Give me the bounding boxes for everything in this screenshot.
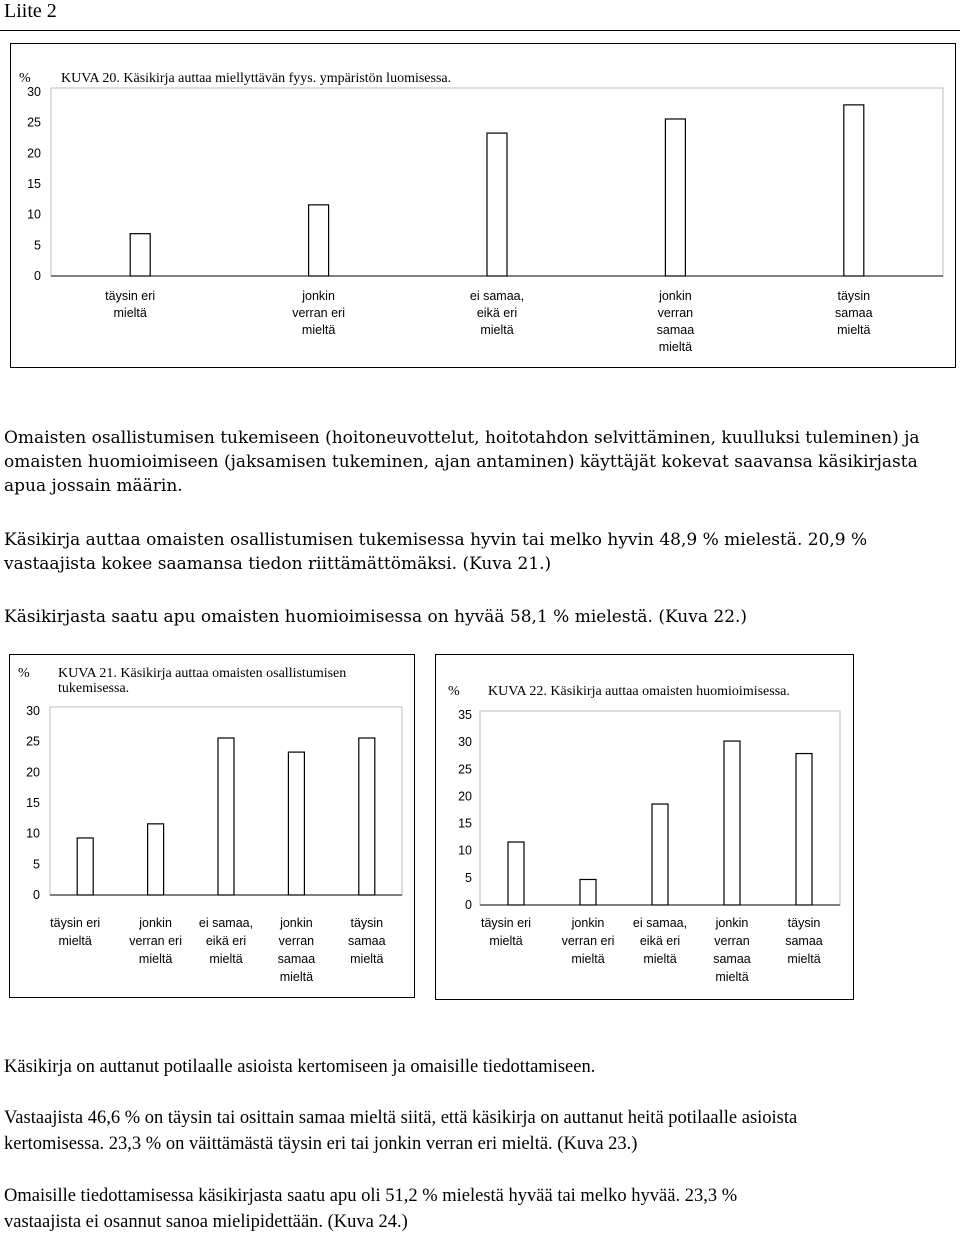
x-tick-label: mieltä <box>489 934 523 948</box>
y-tick-label: 5 <box>465 870 472 885</box>
chart-kuva-20-svg <box>11 44 955 367</box>
bar <box>724 741 740 905</box>
y-tick-label: 5 <box>34 238 41 253</box>
x-tick-label: mieltä <box>350 952 384 966</box>
chart-kuva-21-svg <box>10 655 414 997</box>
page-header: Liite 2 <box>4 0 57 22</box>
y-tick-label: 0 <box>34 269 41 283</box>
y-tick-label: 15 <box>26 796 40 810</box>
x-tick-label: täysin <box>350 916 384 930</box>
x-tick-label: mieltä <box>658 340 693 354</box>
x-tick-label: jonkin <box>139 916 172 930</box>
x-tick-label: verran <box>714 934 750 948</box>
y-tick-label: 30 <box>458 735 472 750</box>
y-tick-label: 20 <box>26 765 40 780</box>
bar <box>652 804 668 905</box>
y-tick-label: 15 <box>27 177 41 191</box>
x-tick-label: samaa <box>348 934 386 948</box>
paragraph-kuva-21 <box>4 528 867 576</box>
y-tick-label: 10 <box>27 207 41 222</box>
text-line: vastaajista ei osannut sanoa mielipidettään. (Kuva 24.) <box>4 1212 408 1232</box>
y-tick-label: 35 <box>458 708 472 722</box>
y-tick-label: 5 <box>33 857 40 872</box>
bar <box>508 842 524 905</box>
y-unit-label: % <box>18 666 30 681</box>
chart-kuva-21 <box>9 654 415 998</box>
paragraph-omaisten-tukeminen <box>4 426 920 498</box>
bar <box>130 234 150 276</box>
paragraph-kuva-23 <box>4 1105 797 1157</box>
x-tick-label: ei samaa, <box>198 916 254 930</box>
text-line: Käsikirja on auttanut potilaalle asioista kertomiseen ja omaisille tiedottamiseen. <box>4 1057 596 1077</box>
x-tick-label: samaa <box>835 306 873 320</box>
bar <box>148 824 164 895</box>
x-tick-label: mieltä <box>787 952 821 966</box>
x-tick-label: täysin <box>837 289 871 303</box>
x-tick-label: mieltä <box>58 934 92 948</box>
x-tick-label: jonkin <box>659 289 692 303</box>
x-tick-label: mieltä <box>571 952 605 966</box>
x-tick-label: samaa <box>277 952 316 966</box>
header-rule <box>0 30 960 31</box>
bar <box>359 738 375 895</box>
y-tick-label: 20 <box>27 146 41 161</box>
x-tick-label: verran eri <box>561 934 615 948</box>
bar <box>487 133 507 276</box>
y-tick-label: 10 <box>26 826 40 841</box>
x-tick-label: täysin <box>787 916 821 930</box>
x-tick-label: jonkin <box>715 916 749 930</box>
x-tick-label: verran <box>278 934 315 948</box>
bar <box>844 105 864 276</box>
y-tick-label: 0 <box>465 898 472 912</box>
x-tick-label: mieltä <box>138 952 173 966</box>
bar <box>796 754 812 905</box>
x-tick-label: täysin eri <box>105 289 156 303</box>
x-tick-label: täysin eri <box>50 916 101 930</box>
x-tick-label: mieltä <box>837 323 871 337</box>
paragraph-kuva-22 <box>4 605 747 629</box>
y-tick-label: 20 <box>458 789 472 804</box>
x-tick-label: jonkin <box>280 916 313 930</box>
x-tick-label: verran <box>657 306 694 320</box>
y-unit-label: % <box>448 684 460 699</box>
x-tick-label: verran eri <box>292 306 345 320</box>
x-tick-label: jonkin <box>302 289 335 303</box>
y-tick-label: 25 <box>27 115 41 130</box>
chart-title: KUVA 21. Käsikirja auttaa omaisten osallistumisen <box>58 666 347 681</box>
text-line: Käsikirjasta saatu apu omaisten huomioimisessa on hyvää 58,1 % mielestä. (Kuva 22.) <box>4 607 748 627</box>
y-tick-label: 15 <box>458 816 472 831</box>
x-tick-label: samaa <box>713 952 751 966</box>
chart-kuva-22 <box>435 654 854 1000</box>
y-unit-label: % <box>19 71 31 86</box>
bar <box>580 879 596 905</box>
bar <box>288 752 304 895</box>
x-tick-label: mieltä <box>279 970 314 984</box>
chart-title: KUVA 22. Käsikirja auttaa omaisten huomioimisessa. <box>488 684 790 699</box>
bar <box>77 838 93 895</box>
chart-title: KUVA 20. Käsikirja auttaa miellyttävän fyys. ympäristön luomisessa. <box>61 71 452 86</box>
x-tick-label: eikä eri <box>205 934 247 948</box>
paragraph-kuva-24 <box>4 1183 737 1235</box>
y-tick-label: 25 <box>458 762 472 777</box>
y-tick-label: 25 <box>26 734 40 749</box>
chart-title: tukemisessa. <box>58 681 130 696</box>
x-tick-label: täysin eri <box>480 916 532 930</box>
x-tick-label: mieltä <box>113 306 147 320</box>
text-line: vastaajista kokee saamansa tiedon riittämättömäksi. (Kuva 21.) <box>4 554 552 574</box>
text-line: Vastaajista 46,6 % on täysin tai osittain samaa mieltä siitä, että käsikirja on auttanut heitä potilaalle asioista <box>4 1108 798 1128</box>
x-tick-label: ei samaa, <box>632 916 688 930</box>
chart-kuva-20 <box>10 43 956 368</box>
bar <box>218 738 234 895</box>
x-tick-label: ei samaa, <box>469 289 525 303</box>
bar <box>665 119 685 276</box>
x-tick-label: eikä eri <box>639 934 681 948</box>
y-tick-label: 30 <box>26 704 40 718</box>
y-tick-label: 0 <box>33 888 40 902</box>
x-tick-label: eikä eri <box>476 306 518 320</box>
y-tick-label: 10 <box>458 843 472 858</box>
text-line: Omaisten osallistumisen tukemiseen (hoitoneuvottelut, hoitotahdon selvittäminen, kuulluksi tuleminen) ja <box>4 428 920 448</box>
x-tick-label: jonkin <box>571 916 605 930</box>
text-line: kertomisessa. 23,3 % on väittämästä täysin eri tai jonkin verran eri mieltä. (Kuva 23.) <box>4 1134 638 1154</box>
text-line: apua jossain määrin. <box>4 476 183 496</box>
x-tick-label: samaa <box>656 323 695 337</box>
x-tick-label: mieltä <box>643 952 677 966</box>
text-line: Omaisille tiedottamisessa käsikirjasta saatu apu oli 51,2 % mielestä hyvää tai melko hyvää. 23,3 % <box>4 1186 738 1206</box>
x-tick-label: mieltä <box>715 970 749 984</box>
x-tick-label: samaa <box>785 934 823 948</box>
text-line: Käsikirja auttaa omaisten osallistumisen tukemisessa hyvin tai melko hyvin 48,9 % mielestä. 20,9 % <box>4 530 868 550</box>
x-tick-label: mieltä <box>209 952 243 966</box>
chart-kuva-22-svg <box>436 655 853 999</box>
x-tick-label: mieltä <box>301 323 336 337</box>
x-tick-label: mieltä <box>480 323 514 337</box>
text-line: omaisten huomioimiseen (jaksamisen tukeminen, ajan antaminen) käyttäjät kokevat saavansa käsikirjasta <box>4 452 918 472</box>
y-tick-label: 30 <box>27 85 41 99</box>
paragraph-tiedottaminen <box>4 1054 595 1080</box>
bar <box>309 205 329 276</box>
x-tick-label: verran eri <box>129 934 182 948</box>
